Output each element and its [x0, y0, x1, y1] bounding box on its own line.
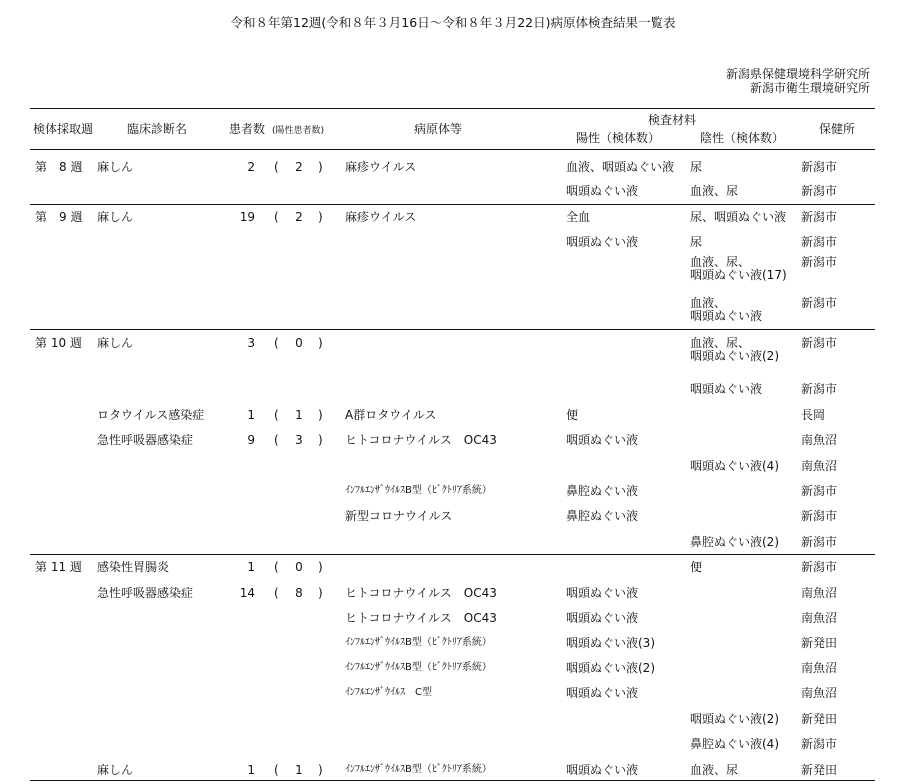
- paren-close: ): [318, 336, 323, 350]
- office-cell: 南魚沼: [801, 459, 838, 473]
- diagnosis-cell: 急性呼吸器感染症: [97, 433, 194, 447]
- header-top-rule: [30, 108, 875, 109]
- paren-open: (: [274, 408, 279, 422]
- positive-material-cell: 咽頭ぬぐい液: [566, 184, 639, 198]
- diagnosis-cell: 急性呼吸器感染症: [97, 586, 194, 600]
- paren-open: (: [274, 160, 279, 174]
- negative-material-cell: 咽頭ぬぐい液: [690, 382, 763, 396]
- pathogen-cell: ｲﾝﾌﾙｴﾝｻﾞｳｲﾙｽB型（ﾋﾞｸﾄﾘｱ系統）: [345, 764, 492, 775]
- week-cell: 第 8 週: [35, 160, 83, 174]
- paren-close: ): [318, 433, 323, 447]
- negative-material-cell: 便: [690, 560, 703, 574]
- negative-material-cell: 尿: [690, 160, 703, 174]
- negative-material-cell-line2: 咽頭ぬぐい液(17): [690, 268, 787, 282]
- header-negative: 陰性（検体数）: [700, 131, 785, 145]
- positive-material-cell: 鼻腔ぬぐい液: [566, 509, 639, 523]
- header-week: 検体採取週: [33, 122, 94, 136]
- week-separator: [30, 329, 875, 330]
- office-cell: 長岡: [801, 408, 826, 422]
- paren-open: (: [274, 586, 279, 600]
- positive-count-cell: 8: [295, 586, 303, 600]
- paren-open: (: [274, 210, 279, 224]
- header-material: 検査材料: [648, 113, 697, 127]
- office-cell: 新発田: [801, 763, 838, 777]
- office-cell: 新潟市: [801, 509, 838, 523]
- pathogen-cell: ヒトコロナウイルス OC43: [345, 433, 497, 447]
- week-separator: [30, 204, 875, 205]
- paren-close: ): [318, 210, 323, 224]
- header-patients: 患者数: [229, 122, 266, 136]
- positive-material-cell: 咽頭ぬぐい液: [566, 433, 639, 447]
- header-bottom-rule: [30, 149, 875, 150]
- negative-material-cell-line2: 咽頭ぬぐい液(2): [690, 349, 779, 363]
- patient-count-cell: 1: [247, 560, 255, 574]
- positive-count-cell: 2: [295, 210, 303, 224]
- negative-material-cell: 血液、尿、: [690, 336, 751, 350]
- negative-material-cell: 鼻腔ぬぐい液(2): [690, 535, 779, 549]
- paren-close: ): [318, 763, 323, 777]
- positive-count-cell: 1: [295, 408, 303, 422]
- office-cell: 新潟市: [801, 382, 838, 396]
- page-title: 令和８年第12週(令和８年３月16日～令和８年３月22日)病原体検査結果一覧表: [230, 15, 676, 30]
- negative-material-cell: 咽頭ぬぐい液(4): [690, 459, 779, 473]
- pathogen-cell: ｲﾝﾌﾙｴﾝｻﾞｳｲﾙｽB型（ﾋﾞｸﾄﾘｱ系統）: [345, 637, 492, 648]
- paren-close: ): [318, 560, 323, 574]
- header-office: 保健所: [819, 122, 856, 136]
- institution-2: 新潟市衛生環境研究所: [749, 81, 870, 95]
- week-cell: 第 10 週: [35, 336, 82, 350]
- header-patients-sub: (陽性患者数): [272, 126, 325, 136]
- negative-material-cell: 咽頭ぬぐい液(2): [690, 712, 779, 726]
- header-pathogen: 病原体等: [414, 122, 463, 136]
- positive-count-cell: 0: [295, 336, 303, 350]
- negative-material-cell: 血液、尿: [690, 763, 739, 777]
- negative-material-cell: 血液、: [690, 296, 727, 310]
- week-cell: 第 11 週: [35, 560, 82, 574]
- header-positive: 陽性（検体数）: [576, 131, 661, 145]
- table-bottom-rule: [30, 780, 875, 781]
- office-cell: 南魚沼: [801, 433, 838, 447]
- office-cell: 新潟市: [801, 535, 838, 549]
- pathogen-cell: 麻疹ウイルス: [345, 160, 417, 174]
- pathogen-cell: ｲﾝﾌﾙｴﾝｻﾞｳｲﾙｽB型（ﾋﾞｸﾄﾘｱ系統）: [345, 662, 492, 673]
- positive-material-cell: 全血: [566, 210, 591, 224]
- week-separator: [30, 554, 875, 555]
- positive-count-cell: 3: [295, 433, 303, 447]
- pathogen-cell: ｲﾝﾌﾙｴﾝｻﾞｳｲﾙｽB型（ﾋﾞｸﾄﾘｱ系統）: [345, 485, 492, 496]
- negative-material-cell: 血液、尿: [690, 184, 739, 198]
- pathogen-cell: ｲﾝﾌﾙｴﾝｻﾞｳｲﾙｽ C型: [345, 687, 432, 698]
- pathogen-cell: A群ロタウイルス: [345, 408, 437, 422]
- patient-count-cell: 3: [247, 336, 255, 350]
- office-cell: 新潟市: [801, 737, 838, 751]
- office-cell: 新発田: [801, 712, 838, 726]
- week-cell: 第 9 週: [35, 210, 83, 224]
- paren-open: (: [274, 336, 279, 350]
- pathogen-cell: ヒトコロナウイルス OC43: [345, 586, 497, 600]
- office-cell: 新潟市: [801, 560, 838, 574]
- office-cell: 南魚沼: [801, 661, 838, 675]
- office-cell: 新潟市: [801, 160, 838, 174]
- positive-material-cell: 咽頭ぬぐい液(2): [566, 661, 655, 675]
- paren-open: (: [274, 560, 279, 574]
- patient-count-cell: 1: [247, 763, 255, 777]
- pathogen-cell: ヒトコロナウイルス OC43: [345, 611, 497, 625]
- negative-material-cell: 鼻腔ぬぐい液(4): [690, 737, 779, 751]
- paren-open: (: [274, 433, 279, 447]
- pathogen-cell: 麻疹ウイルス: [345, 210, 417, 224]
- institution-1: 新潟県保健環境科学研究所: [725, 67, 870, 81]
- office-cell: 南魚沼: [801, 686, 838, 700]
- office-cell: 新潟市: [801, 336, 838, 350]
- header-diagnosis: 臨床診断名: [127, 122, 188, 136]
- office-cell: 新潟市: [801, 235, 838, 249]
- office-cell: 南魚沼: [801, 586, 838, 600]
- diagnosis-cell: 麻しん: [97, 763, 134, 777]
- positive-material-cell: 血液、咽頭ぬぐい液: [566, 160, 675, 174]
- office-cell: 新潟市: [801, 296, 838, 310]
- paren-close: ): [318, 408, 323, 422]
- paren-close: ): [318, 586, 323, 600]
- negative-material-cell: 尿: [690, 235, 703, 249]
- positive-material-cell: 咽頭ぬぐい液: [566, 235, 639, 249]
- diagnosis-cell: 感染性胃腸炎: [97, 560, 170, 574]
- positive-material-cell: 咽頭ぬぐい液(3): [566, 636, 655, 650]
- paren-close: ): [318, 160, 323, 174]
- office-cell: 新発田: [801, 636, 838, 650]
- pathogen-cell: 新型コロナウイルス: [345, 509, 453, 523]
- office-cell: 南魚沼: [801, 611, 838, 625]
- diagnosis-cell: 麻しん: [97, 160, 134, 174]
- positive-material-cell: 咽頭ぬぐい液: [566, 763, 639, 777]
- positive-material-cell: 鼻腔ぬぐい液: [566, 484, 639, 498]
- positive-count-cell: 0: [295, 560, 303, 574]
- patient-count-cell: 2: [247, 160, 255, 174]
- diagnosis-cell: ロタウイルス感染症: [97, 408, 205, 422]
- office-cell: 新潟市: [801, 255, 838, 269]
- positive-count-cell: 2: [295, 160, 303, 174]
- positive-material-cell: 便: [566, 408, 579, 422]
- office-cell: 新潟市: [801, 210, 838, 224]
- patient-count-cell: 1: [247, 408, 255, 422]
- positive-count-cell: 1: [295, 763, 303, 777]
- office-cell: 新潟市: [801, 484, 838, 498]
- diagnosis-cell: 麻しん: [97, 210, 134, 224]
- patient-count-cell: 9: [247, 433, 255, 447]
- diagnosis-cell: 麻しん: [97, 336, 134, 350]
- office-cell: 新潟市: [801, 184, 838, 198]
- negative-material-cell-line2: 咽頭ぬぐい液: [690, 309, 763, 323]
- positive-material-cell: 咽頭ぬぐい液: [566, 686, 639, 700]
- negative-material-cell: 尿、咽頭ぬぐい液: [690, 210, 787, 224]
- paren-open: (: [274, 763, 279, 777]
- patient-count-cell: 14: [239, 586, 255, 600]
- patient-count-cell: 19: [239, 210, 255, 224]
- positive-material-cell: 咽頭ぬぐい液: [566, 586, 639, 600]
- negative-material-cell: 血液、尿、: [690, 255, 751, 269]
- positive-material-cell: 咽頭ぬぐい液: [566, 611, 639, 625]
